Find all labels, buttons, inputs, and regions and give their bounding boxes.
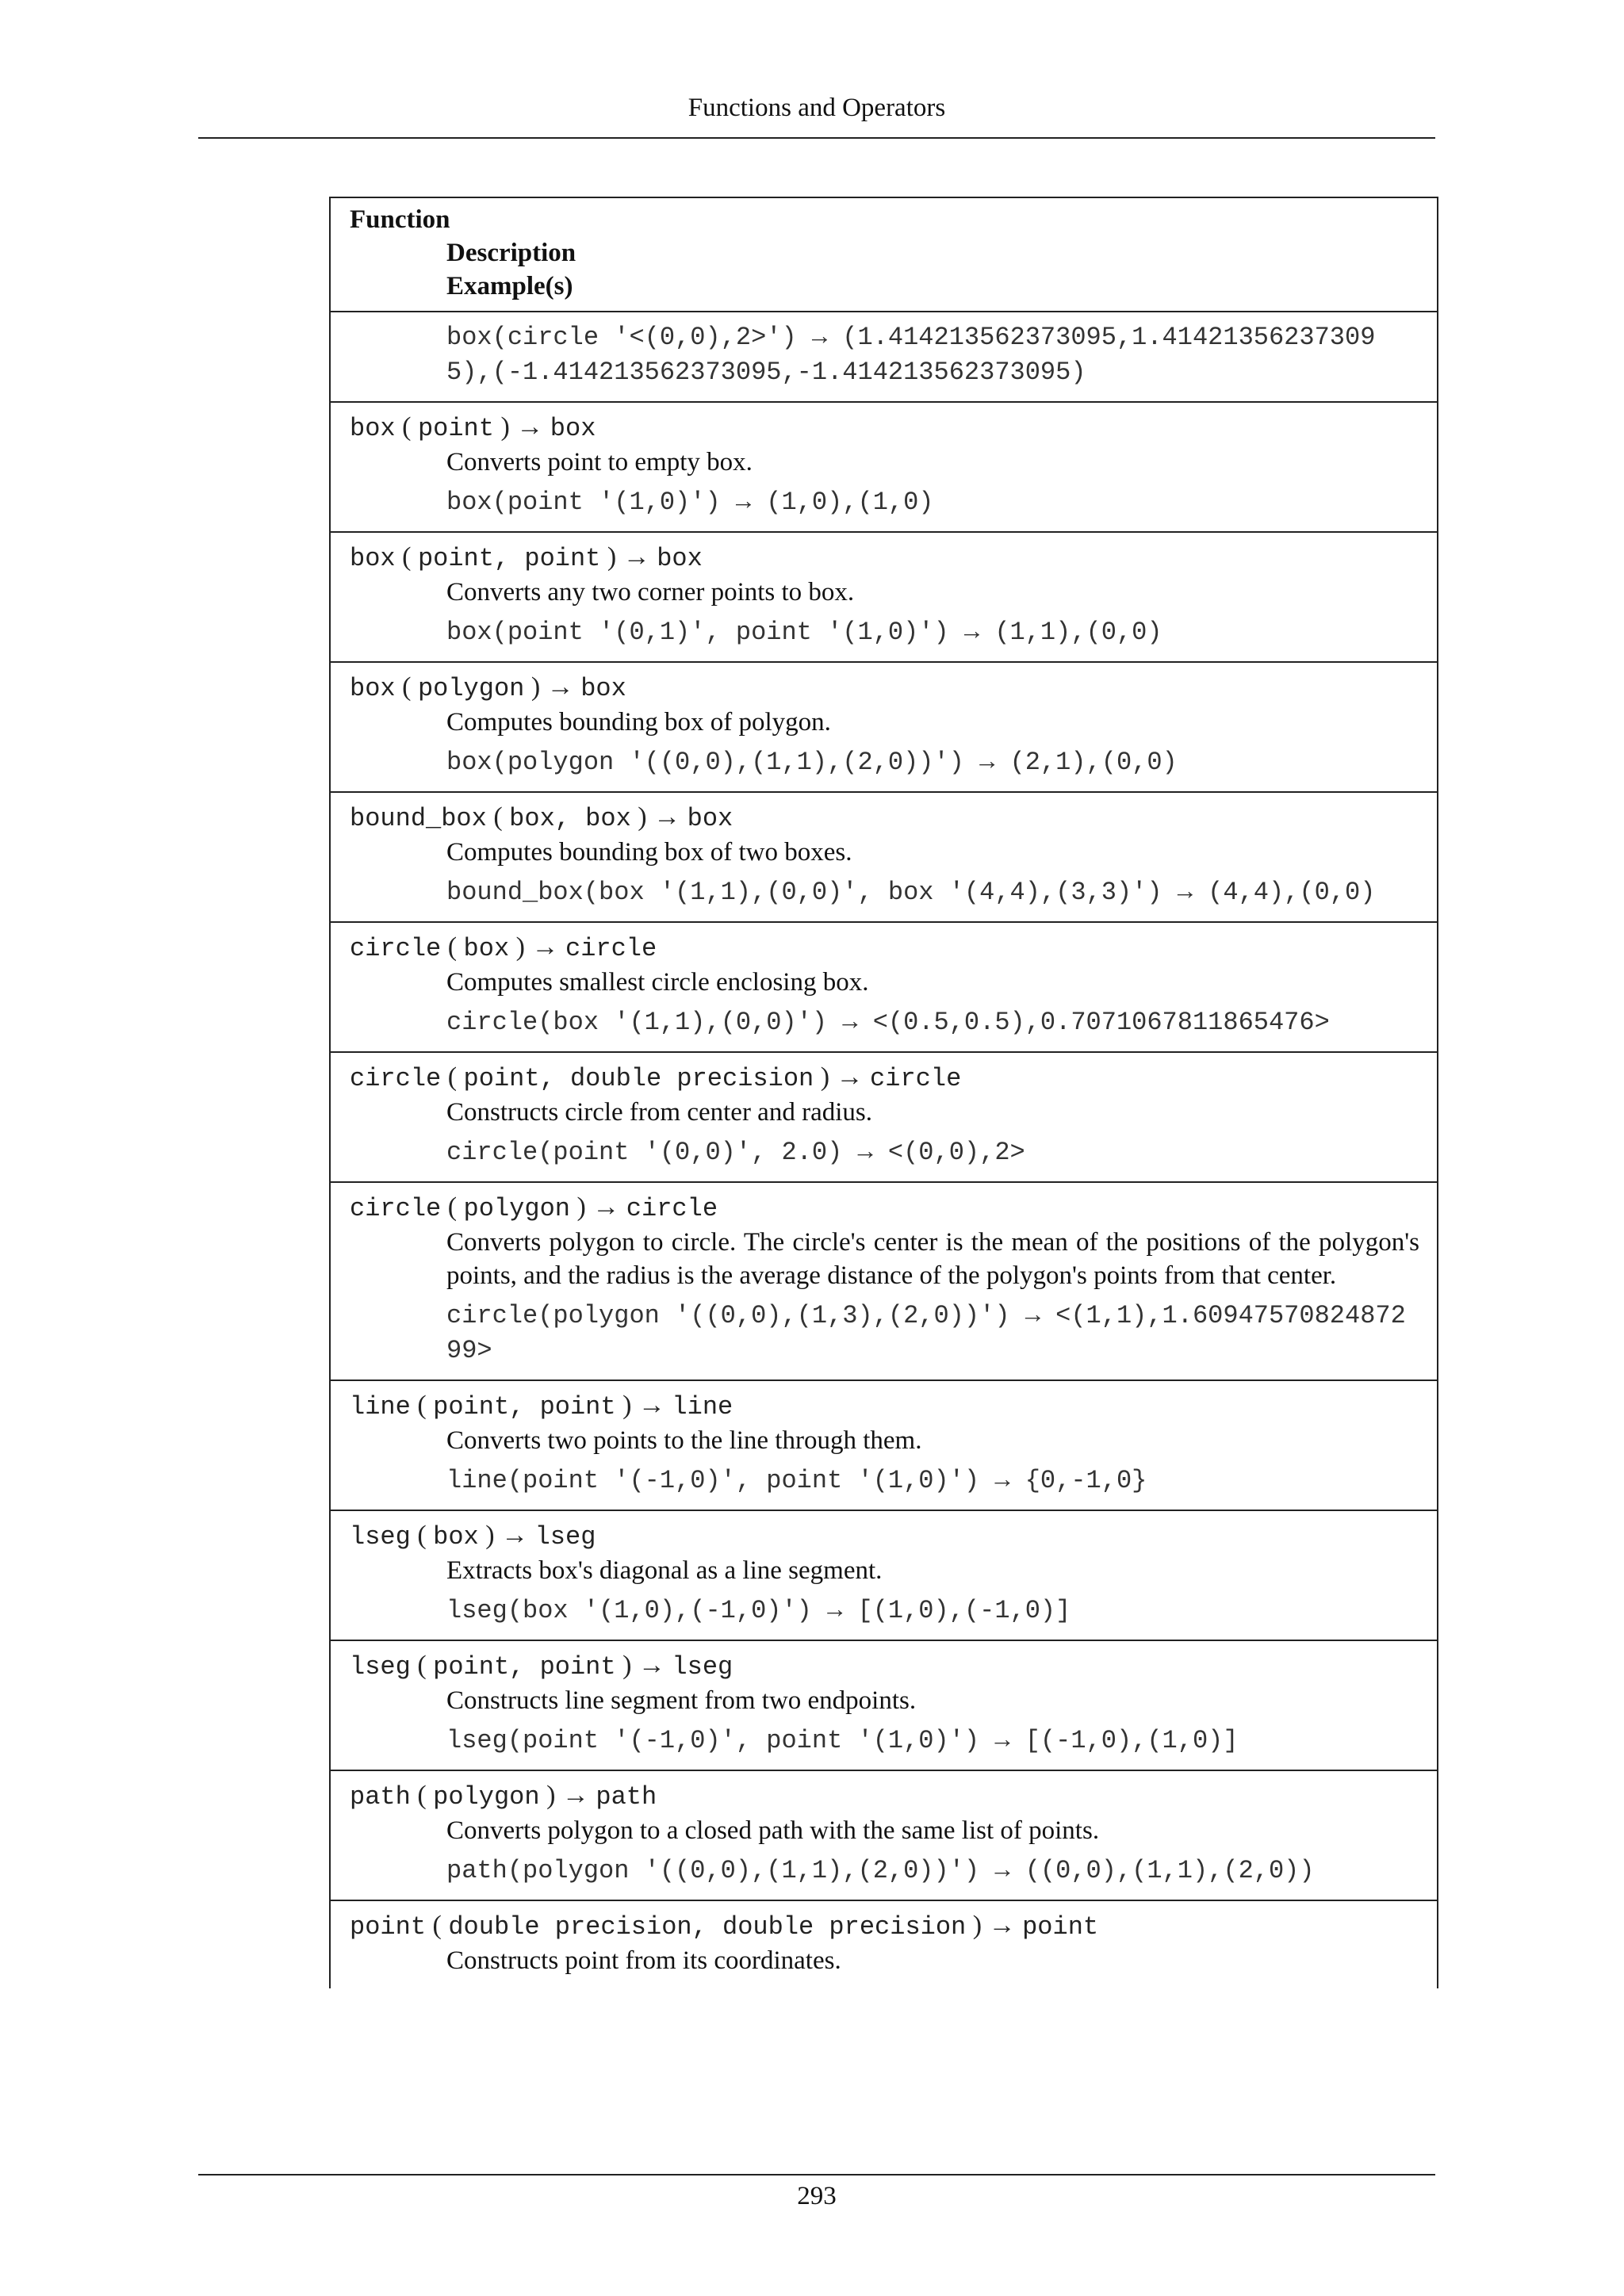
function-return-type: box: [687, 804, 733, 833]
paren-arrow: ) →: [509, 932, 565, 962]
function-description: Converts point to empty box.: [446, 448, 753, 476]
function-return-type: box: [550, 414, 596, 443]
paren: (: [486, 802, 510, 832]
function-name: circle: [350, 934, 442, 963]
paren-arrow: ) →: [569, 1192, 626, 1222]
continuation-row: [331, 312, 1437, 403]
function-return-type: path: [596, 1782, 657, 1812]
function-description: Computes bounding box of two boxes.: [446, 838, 852, 867]
function-args: point, point: [417, 544, 601, 573]
function-return-type: circle: [626, 1194, 718, 1223]
function-example: bound_box(box '(1,1),(0,0)', box '(4,4),(3,3)') → (4,4),(0,0): [446, 878, 1376, 907]
paren: (: [410, 1651, 434, 1680]
function-signature: [350, 408, 1419, 446]
function-signature: [350, 1906, 1419, 1944]
function-row: [331, 1183, 1437, 1381]
function-name: circle: [350, 1064, 442, 1093]
function-description: Extracts box's diagonal as a line segment.: [446, 1556, 883, 1585]
page-header-title: Functions and Operators: [688, 94, 946, 122]
function-row: [331, 403, 1437, 533]
function-row: [331, 923, 1437, 1053]
function-description: Converts polygon to circle. The circle's center is the mean of the positions of the polygon's points, and the radius is the average distance of the polygon's points from that center.: [446, 1228, 1419, 1290]
column-header-examples: Example(s): [446, 272, 573, 300]
function-table: [329, 197, 1438, 1988]
function-args: box, box: [509, 804, 631, 833]
paren: (: [410, 1521, 434, 1550]
function-signature: [350, 1516, 1419, 1554]
function-signature: [350, 1776, 1419, 1814]
paren: (: [441, 1192, 464, 1222]
function-example: box(point '(1,0)') → (1,0),(1,0): [446, 488, 934, 517]
function-description: Converts polygon to a closed path with the same list of points.: [446, 1816, 1100, 1845]
function-return-type: box: [657, 544, 703, 573]
paren-arrow: ) →: [615, 1651, 672, 1680]
function-args: point: [417, 414, 494, 443]
function-name: bound_box: [350, 804, 487, 833]
function-args: point, point: [433, 1392, 616, 1422]
function-description: Computes smallest circle enclosing box.: [446, 968, 869, 997]
function-signature: [350, 1058, 1419, 1096]
function-description: Computes bounding box of polygon.: [446, 708, 831, 737]
function-return-type: circle: [870, 1064, 962, 1093]
function-row: [331, 1381, 1437, 1511]
table-header-row: [331, 198, 1437, 312]
function-description: Constructs line segment from two endpoints.: [446, 1686, 917, 1715]
paren-arrow: ) →: [630, 802, 688, 832]
paren-arrow: ) →: [615, 1391, 672, 1420]
column-header-description: Description: [446, 239, 576, 267]
header-rule: [198, 137, 1435, 139]
function-example: circle(box '(1,1),(0,0)') → <(0.5,0.5),0.7071067811865476>: [446, 1008, 1330, 1037]
function-example: line(point '(-1,0)', point '(1,0)') → {0,-1,0}: [446, 1466, 1147, 1495]
paren-arrow: ) →: [814, 1062, 871, 1092]
function-description: Converts two points to the line through them.: [446, 1426, 922, 1455]
function-name: circle: [350, 1194, 442, 1223]
function-row: [331, 1511, 1437, 1641]
function-name: point: [350, 1912, 427, 1942]
function-name: path: [350, 1782, 411, 1812]
function-name: line: [350, 1392, 411, 1422]
function-row: [331, 1771, 1437, 1901]
function-description: Converts any two corner points to box.: [446, 578, 855, 607]
paren-arrow: ) →: [966, 1911, 1023, 1940]
paren: (: [410, 1781, 434, 1810]
function-row: [331, 1901, 1437, 1988]
function-example: circle(polygon '((0,0),(1,3),(2,0))') → <(1,1),1.6094757082487299>: [446, 1301, 1406, 1365]
function-example: circle(point '(0,0)', 2.0) → <(0,0),2>: [446, 1138, 1025, 1167]
function-args: point, double precision: [463, 1064, 814, 1093]
function-return-type: line: [672, 1392, 733, 1422]
function-row: [331, 1641, 1437, 1771]
column-header-function: Function: [350, 205, 450, 234]
paren: (: [441, 932, 464, 962]
function-row: [331, 793, 1437, 923]
function-name: lseg: [350, 1652, 411, 1682]
function-return-type: box: [580, 674, 626, 703]
paren: (: [395, 672, 418, 702]
function-signature: [350, 538, 1419, 576]
footer-rule: [198, 2174, 1435, 2175]
paren-arrow: ) →: [478, 1521, 535, 1550]
paren-arrow: ) →: [539, 1781, 596, 1810]
paren-arrow: ) →: [600, 542, 657, 572]
function-signature: [350, 798, 1419, 836]
function-signature: [350, 1386, 1419, 1424]
function-args: box: [433, 1522, 479, 1552]
function-name: lseg: [350, 1522, 411, 1552]
function-args: polygon: [463, 1194, 570, 1223]
paren-arrow: ) →: [524, 672, 581, 702]
function-signature: [350, 668, 1419, 706]
function-signature: [350, 1188, 1419, 1226]
function-return-type: circle: [565, 934, 657, 963]
paren: (: [395, 542, 418, 572]
function-row: [331, 663, 1437, 793]
paren-arrow: ) →: [493, 412, 550, 442]
function-return-type: lseg: [672, 1652, 733, 1682]
function-name: box: [350, 414, 396, 443]
continuation-example: box(circle '<(0,0),2>') → (1.414213562373095,1.414213562373095),(-1.414213562373095,-1.414213562373095): [446, 323, 1376, 387]
function-example: lseg(point '(-1,0)', point '(1,0)') → [(-1,0),(1,0)]: [446, 1726, 1239, 1755]
function-example: path(polygon '((0,0),(1,1),(2,0))') → ((0,0),(1,1),(2,0)): [446, 1856, 1315, 1885]
paren: (: [395, 412, 418, 442]
function-return-type: point: [1022, 1912, 1099, 1942]
function-example: lseg(box '(1,0),(-1,0)') → [(1,0),(-1,0)]: [446, 1596, 1071, 1625]
function-args: double precision, double precision: [448, 1912, 967, 1942]
function-row: [331, 533, 1437, 663]
function-args: polygon: [417, 674, 525, 703]
function-signature: [350, 1646, 1419, 1684]
paren: (: [426, 1911, 449, 1940]
function-args: polygon: [433, 1782, 540, 1812]
function-row: [331, 1053, 1437, 1183]
function-args: point, point: [433, 1652, 616, 1682]
function-signature: [350, 928, 1419, 966]
function-args: box: [463, 934, 510, 963]
page-number: 293: [797, 2182, 837, 2210]
paren: (: [441, 1062, 464, 1092]
function-description: Constructs point from its coordinates.: [446, 1946, 841, 1975]
function-example: box(polygon '((0,0),(1,1),(2,0))') → (2,1),(0,0): [446, 748, 1178, 777]
function-return-type: lseg: [534, 1522, 596, 1552]
function-name: box: [350, 544, 396, 573]
paren: (: [410, 1391, 434, 1420]
function-description: Constructs circle from center and radius.: [446, 1098, 872, 1127]
function-name: box: [350, 674, 396, 703]
function-example: box(point '(0,1)', point '(1,0)') → (1,1),(0,0): [446, 618, 1162, 647]
